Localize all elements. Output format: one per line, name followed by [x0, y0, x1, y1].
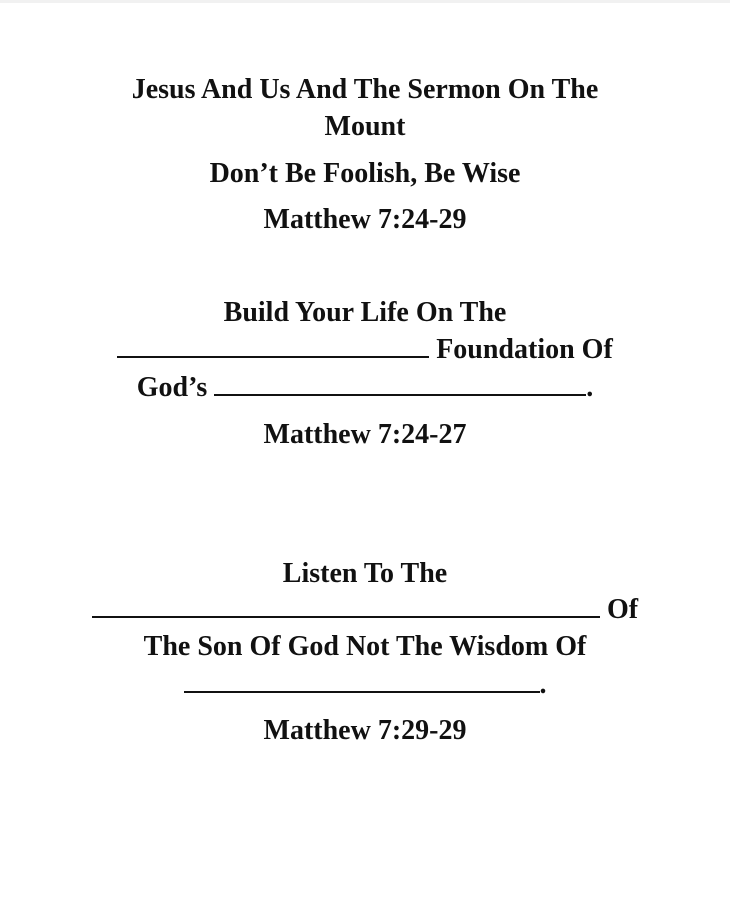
point1-line-3-period: . — [586, 372, 594, 403]
point1-line-2-text: Foundation Of — [436, 334, 613, 365]
subtitle: Don’t Be Foolish, Be Wise — [209, 158, 521, 189]
point2-line-4-period: . — [539, 669, 547, 700]
title-line-1: Jesus And Us And The Sermon On The — [131, 74, 599, 105]
point1-reference: Matthew 7:24-27 — [263, 419, 467, 450]
fill-in-blank[interactable] — [92, 594, 600, 618]
point2-line-4 — [0, 667, 730, 703]
point1-line-3 — [0, 370, 730, 406]
point2-line-3: The Son Of God Not The Wisdom Of — [143, 631, 587, 662]
fill-in-blank[interactable] — [184, 669, 540, 693]
point2-line-2-text: Of — [606, 594, 639, 625]
title-line-2: Mount — [324, 111, 406, 142]
point1-line-1: Build Your Life On The — [223, 297, 507, 328]
point1-line-2 — [0, 332, 730, 368]
point1-line-3-text: God’s — [136, 372, 208, 403]
point2-line-1: Listen To The — [282, 558, 448, 589]
point2-line-2 — [0, 592, 730, 628]
header-reference: Matthew 7:24-29 — [263, 204, 467, 235]
fill-in-blank[interactable] — [117, 334, 429, 358]
fill-in-blank[interactable] — [214, 372, 586, 396]
point2-reference: Matthew 7:29-29 — [263, 715, 467, 746]
